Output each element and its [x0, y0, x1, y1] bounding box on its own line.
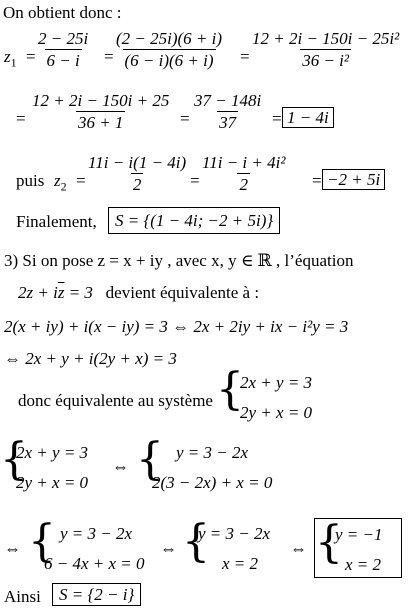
expansion-line: 2(x + iy) + i(x − iy) = 3 ⇔ 2x + 2iy + ix − i²y = 3: [4, 317, 349, 336]
brace-icon: {: [315, 517, 343, 568]
equals-sign: =: [312, 171, 322, 190]
equiv-arrow: ⇔: [112, 457, 129, 476]
system-a-line2: 2y + x = 0: [240, 403, 313, 422]
solution-set-2-box: S = {2 − i}: [52, 583, 141, 606]
ainsi-text: Ainsi: [4, 587, 41, 606]
fraction-g1: $\frac{11i - i(1 - 4i)}{2}$: [88, 153, 187, 194]
solution-set-1-box: S = {(1 − 4i; −2 + 5i)}: [108, 207, 280, 234]
final-system-box: [314, 518, 402, 578]
fraction-5: $\frac{37 - 148i}{37}$: [194, 91, 262, 132]
equivalence-line: ⇔ 2x + y + i(2y + x) = 3: [4, 349, 177, 368]
system-text: donc équivalente au système: [18, 391, 213, 410]
brace-icon: {: [28, 516, 56, 567]
equals-sign: =: [272, 109, 282, 128]
equals-sign: =: [16, 109, 26, 128]
system-b-left2: 2y + x = 0: [16, 473, 89, 492]
system-c-line1: y = 3 − 2x: [60, 524, 133, 543]
equiv-arrow: ⇔: [290, 539, 307, 558]
brace-icon: {: [216, 364, 244, 415]
fraction-1: $\frac{2 - 25i}{6 - i}$: [38, 29, 89, 70]
part3-heading: 3) Si on pose z = x + iy , avec x, y ∈ ℝ , l’équation: [4, 251, 354, 270]
equation-line: $2z + i\overline{z} = 3$ devient équivalente à :: [18, 283, 260, 302]
brace-icon: {: [182, 516, 210, 567]
finalement-text: Finalement,: [16, 212, 97, 231]
system-d-line1: y = 3 − 2x: [198, 524, 271, 543]
equals-sign: =: [240, 47, 250, 66]
system-e-line2: x = 2: [345, 555, 382, 574]
system-c-line2: 6 − 4x + x = 0: [44, 554, 145, 573]
fraction-2: $\frac{(2 - 25i)(6 + i)}{(6 - i)(6 + i)}$: [116, 29, 223, 70]
equals-sign: =: [190, 171, 200, 190]
equals-sign: =: [104, 47, 114, 66]
equals-sign: =: [180, 109, 190, 128]
system-d-line2: x = 2: [222, 554, 259, 573]
z1-label: $z_1$: [4, 47, 17, 70]
result-z2-box: −2 + 5i: [322, 169, 385, 190]
brace-icon: {: [0, 434, 28, 485]
fraction-4: $\frac{12 + 2i - 150i + 25}{36 + 1}$: [32, 91, 170, 132]
equiv-arrow: ⇔: [4, 539, 21, 558]
system-a-line1: 2x + y = 3: [240, 373, 313, 392]
puis-text: puis: [16, 171, 45, 190]
brace-icon: {: [136, 434, 164, 485]
intro-text: On obtient donc :: [3, 3, 122, 22]
equals-sign: =: [76, 171, 86, 190]
system-b-left1: 2x + y = 3: [16, 443, 89, 462]
fraction-g2: $\frac{\text{11i − i + 4i²}}{2}$: [202, 153, 286, 194]
equals-sign: =: [26, 47, 36, 66]
system-b-right2: 2(3 − 2x) + x = 0: [152, 473, 273, 492]
system-e-line1: y = −1: [335, 525, 383, 544]
result-z1-box: 1 − 4i: [282, 107, 334, 128]
equiv-arrow: ⇔: [160, 539, 177, 558]
system-b-right1: y = 3 − 2x: [176, 443, 249, 462]
z2-label: $z_2$: [54, 171, 67, 194]
fraction-3: $\frac{\text{12 + 2i − 150i − 25i²}}{\text{36 − i²}}$: [252, 29, 400, 70]
